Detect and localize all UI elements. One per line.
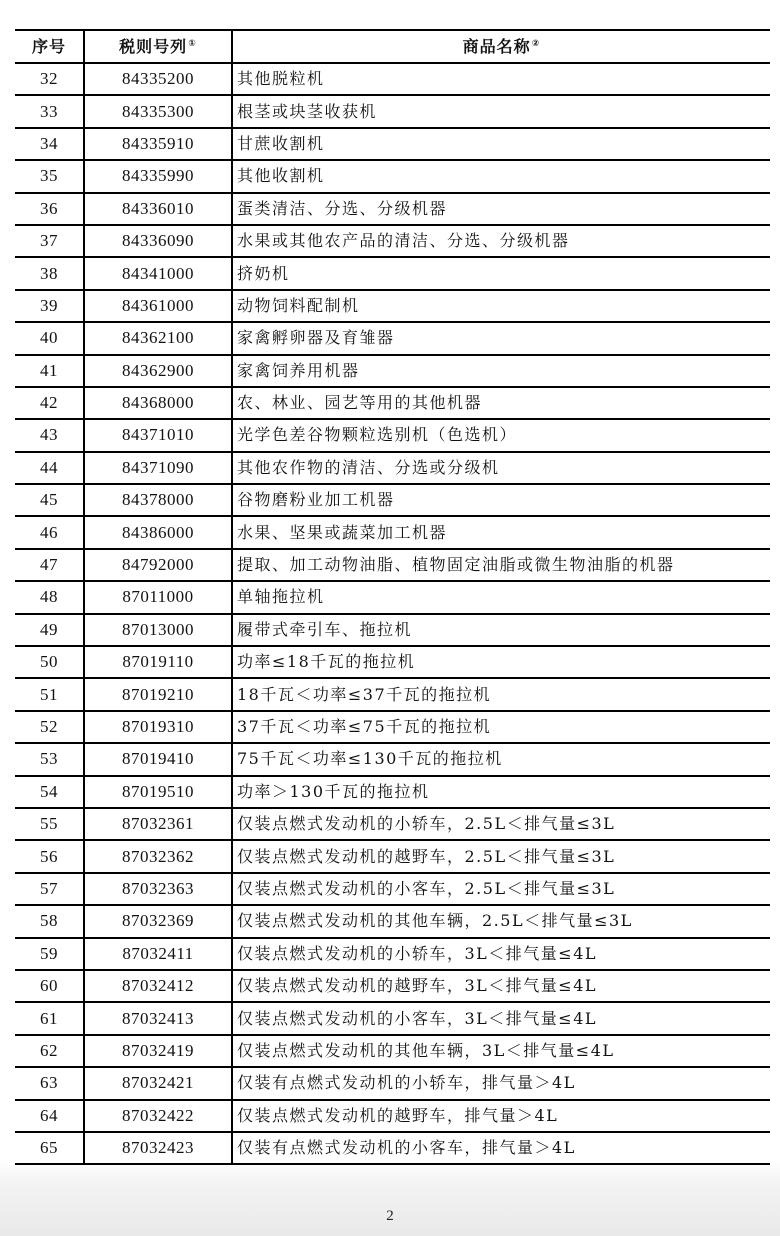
table-row [15,1100,770,1132]
table-row [15,257,770,289]
row-product-name: 仅装点燃式发动机的越野车，3L＜排气量≤4L [232,970,770,1002]
row-tariff-code: 87019310 [84,711,232,743]
page-number: 2 [386,1208,394,1224]
row-tariff-code: 87011000 [84,581,232,613]
row-tariff-code: 87032419 [84,1035,232,1067]
table-row [15,1132,770,1164]
row-product-name: 家禽饲养用机器 [232,355,770,387]
table-body [15,63,770,1164]
row-serial-number: 59 [15,938,84,970]
table-row [15,128,770,160]
footnote-marker-2: ② [531,38,541,49]
row-product-name: 仅装有点燃式发动机的小客车，排气量＞4L [232,1132,770,1164]
table-header-row [15,30,770,63]
row-tariff-code: 87032411 [84,938,232,970]
row-serial-number: 39 [15,290,84,322]
table-row [15,776,770,808]
row-tariff-code: 87019110 [84,646,232,678]
row-product-name: 75千瓦＜功率≤130千瓦的拖拉机 [232,743,770,775]
row-product-name: 其他脱粒机 [232,63,770,95]
row-product-name: 仅装点燃式发动机的越野车，排气量＞4L [232,1100,770,1132]
row-serial-number: 61 [15,1002,84,1034]
row-serial-number: 47 [15,549,84,581]
row-tariff-code: 84362100 [84,322,232,354]
row-product-name: 功率＞130千瓦的拖拉机 [232,776,770,808]
row-tariff-code: 84361000 [84,290,232,322]
row-serial-number: 36 [15,193,84,225]
row-product-name: 仅装点燃式发动机的小客车，2.5L＜排气量≤3L [232,873,770,905]
row-serial-number: 64 [15,1100,84,1132]
header-product-name: 商品名称② [232,30,770,63]
table-row [15,646,770,678]
row-product-name: 农、林业、园艺等用的其他机器 [232,387,770,419]
row-serial-number: 63 [15,1067,84,1099]
row-product-name: 其他农作物的清洁、分选或分级机 [232,452,770,484]
table-row [15,355,770,387]
row-product-name: 家禽孵卵器及育雏器 [232,322,770,354]
row-product-name: 仅装点燃式发动机的其他车辆，2.5L＜排气量≤3L [232,905,770,937]
row-tariff-code: 87013000 [84,614,232,646]
row-tariff-code: 84335990 [84,160,232,192]
row-product-name: 37千瓦＜功率≤75千瓦的拖拉机 [232,711,770,743]
row-tariff-code: 84368000 [84,387,232,419]
row-product-name: 仅装点燃式发动机的小轿车，3L＜排气量≤4L [232,938,770,970]
row-product-name: 仅装点燃式发动机的小轿车，2.5L＜排气量≤3L [232,808,770,840]
row-serial-number: 60 [15,970,84,1002]
row-serial-number: 41 [15,355,84,387]
table-row [15,225,770,257]
row-tariff-code: 87019210 [84,678,232,710]
row-serial-number: 46 [15,516,84,548]
row-serial-number: 52 [15,711,84,743]
row-product-name: 功率≤18千瓦的拖拉机 [232,646,770,678]
row-tariff-code: 84336090 [84,225,232,257]
table-row [15,516,770,548]
row-serial-number: 40 [15,322,84,354]
table-row [15,484,770,516]
row-tariff-code: 87032369 [84,905,232,937]
row-tariff-code: 84371010 [84,419,232,451]
row-serial-number: 65 [15,1132,84,1164]
row-product-name: 动物饲料配制机 [232,290,770,322]
row-serial-number: 54 [15,776,84,808]
row-serial-number: 44 [15,452,84,484]
row-tariff-code: 87019410 [84,743,232,775]
row-tariff-code: 87032422 [84,1100,232,1132]
row-product-name: 谷物磨粉业加工机器 [232,484,770,516]
table-row [15,1002,770,1034]
table-row [15,322,770,354]
row-tariff-code: 84378000 [84,484,232,516]
row-tariff-code: 87032362 [84,840,232,872]
row-product-name: 蛋类清洁、分选、分级机器 [232,193,770,225]
table-row [15,1067,770,1099]
row-serial-number: 35 [15,160,84,192]
row-tariff-code: 87032361 [84,808,232,840]
row-tariff-code: 87032363 [84,873,232,905]
row-tariff-code: 84341000 [84,257,232,289]
row-serial-number: 48 [15,581,84,613]
table-row [15,290,770,322]
row-tariff-code: 87032412 [84,970,232,1002]
row-tariff-code: 84386000 [84,516,232,548]
row-tariff-code: 84792000 [84,549,232,581]
row-serial-number: 37 [15,225,84,257]
row-tariff-code: 84362900 [84,355,232,387]
row-product-name: 仅装点燃式发动机的其他车辆，3L＜排气量≤4L [232,1035,770,1067]
row-tariff-code: 84335200 [84,63,232,95]
row-serial-number: 62 [15,1035,84,1067]
footnote-marker-1: ① [188,38,197,49]
table-row [15,905,770,937]
row-product-name: 单轴拖拉机 [232,581,770,613]
row-product-name: 光学色差谷物颗粒选别机（色选机） [232,419,770,451]
row-serial-number: 56 [15,840,84,872]
table-row [15,743,770,775]
row-product-name: 提取、加工动物油脂、植物固定油脂或微生物油脂的机器 [232,549,770,581]
row-product-name: 根茎或块茎收获机 [232,95,770,127]
header-tariff-code: 税则号列① [84,30,232,63]
table-row [15,711,770,743]
row-product-name: 仅装有点燃式发动机的小轿车，排气量＞4L [232,1067,770,1099]
row-product-name: 其他收割机 [232,160,770,192]
row-serial-number: 58 [15,905,84,937]
row-serial-number: 57 [15,873,84,905]
table-row [15,970,770,1002]
row-serial-number: 38 [15,257,84,289]
table-row [15,938,770,970]
row-product-name: 仅装点燃式发动机的小客车，3L＜排气量≤4L [232,1002,770,1034]
row-tariff-code: 87032423 [84,1132,232,1164]
row-product-name: 水果、坚果或蔬菜加工机器 [232,516,770,548]
table-row [15,549,770,581]
table-row [15,614,770,646]
row-tariff-code: 84371090 [84,452,232,484]
table-row [15,419,770,451]
table-row [15,678,770,710]
table-row [15,808,770,840]
row-serial-number: 49 [15,614,84,646]
row-product-name: 18千瓦＜功率≤37千瓦的拖拉机 [232,678,770,710]
row-tariff-code: 87019510 [84,776,232,808]
row-tariff-code: 84335300 [84,95,232,127]
row-tariff-code: 87032413 [84,1002,232,1034]
row-tariff-code: 84336010 [84,193,232,225]
table-row [15,581,770,613]
table-row [15,160,770,192]
row-serial-number: 32 [15,63,84,95]
header-serial-number: 序号 [15,30,84,63]
table-row [15,1035,770,1067]
row-tariff-code: 84335910 [84,128,232,160]
table-row [15,193,770,225]
row-serial-number: 53 [15,743,84,775]
row-serial-number: 51 [15,678,84,710]
row-serial-number: 34 [15,128,84,160]
table-row [15,387,770,419]
row-product-name: 履带式牵引车、拖拉机 [232,614,770,646]
row-product-name: 挤奶机 [232,257,770,289]
row-serial-number: 50 [15,646,84,678]
row-serial-number: 43 [15,419,84,451]
row-serial-number: 45 [15,484,84,516]
row-tariff-code: 87032421 [84,1067,232,1099]
row-product-name: 仅装点燃式发动机的越野车，2.5L＜排气量≤3L [232,840,770,872]
row-serial-number: 33 [15,95,84,127]
row-serial-number: 42 [15,387,84,419]
row-serial-number: 55 [15,808,84,840]
table-row [15,63,770,95]
table-row [15,452,770,484]
table-row [15,95,770,127]
table-row [15,840,770,872]
row-product-name: 甘蔗收割机 [232,128,770,160]
tariff-items-table [15,29,770,1165]
table-row [15,873,770,905]
row-product-name: 水果或其他农产品的清洁、分选、分级机器 [232,225,770,257]
